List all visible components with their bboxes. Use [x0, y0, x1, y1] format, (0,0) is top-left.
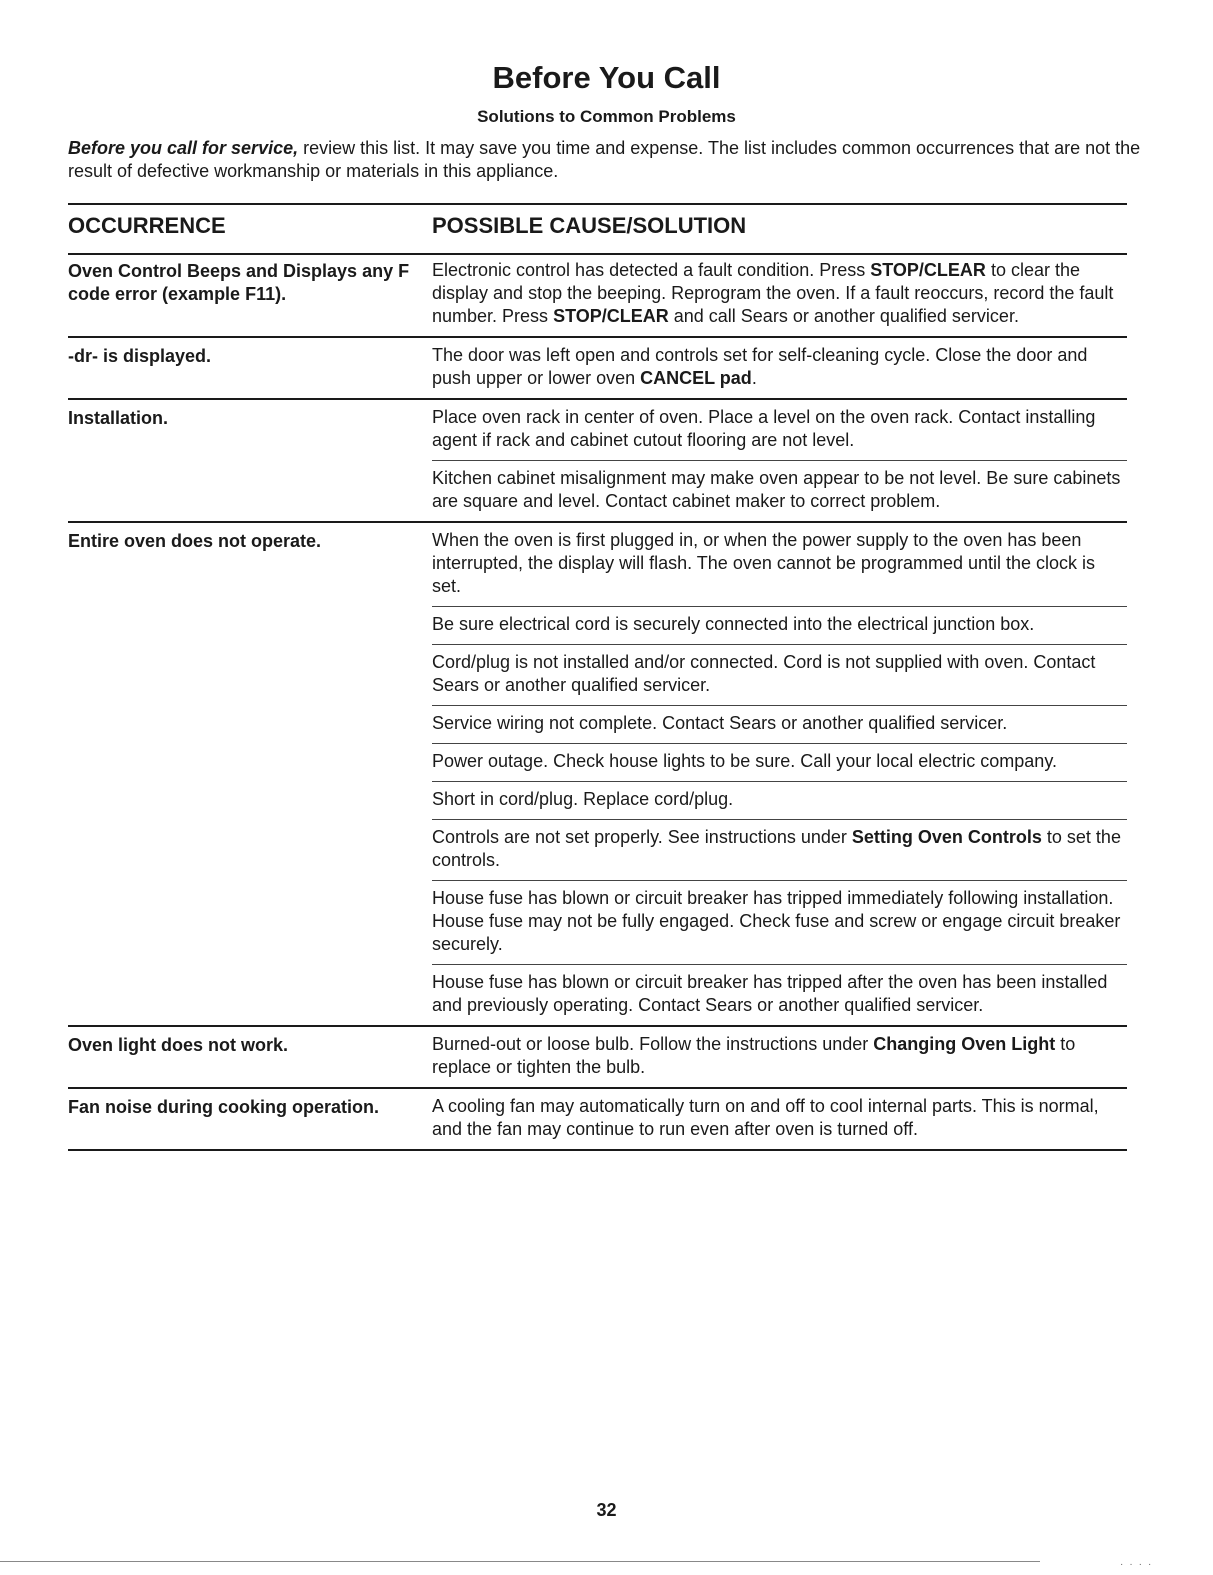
solution-text: Service wiring not complete. Contact Sears or another qualified servicer.	[432, 713, 1008, 733]
page-title: Before You Call	[492, 60, 721, 95]
solution-text: Electronic control has detected a fault condition. Press	[432, 260, 871, 280]
solution-item	[432, 705, 1127, 743]
solutions-cell	[432, 1089, 1127, 1149]
solution-text: Short in cord/plug. Replace cord/plug.	[432, 789, 734, 809]
occurrence-cell: Entire oven does not operate.	[68, 531, 322, 551]
solution-text: House fuse has blown or circuit breaker has tripped immediately following installation. House fuse may not be fully engaged. Check fuse and screw or engage circuit breaker securely.	[432, 888, 1121, 954]
solution-text: Burned-out or loose bulb. Follow the instructions under	[432, 1034, 874, 1054]
solution-text: to replace or tighten the bulb.	[432, 1034, 1076, 1077]
solution-item	[432, 819, 1127, 880]
solution-text: House fuse has blown or circuit breaker has tripped after the oven has been installed and previously operating. Contact Sears or another qualified servicer.	[432, 972, 1108, 1015]
table-header	[68, 203, 1127, 255]
table-row	[68, 338, 1127, 400]
solution-item	[432, 523, 1127, 606]
solution-item	[432, 743, 1127, 781]
solutions-cell	[432, 400, 1127, 521]
scan-marks: ····	[1120, 1559, 1158, 1570]
solution-text: A cooling fan may automatically turn on and off to cool internal parts. This is normal, and the fan may continue to run even after oven is turned off.	[432, 1096, 1099, 1139]
occurrence-cell: -dr- is displayed.	[68, 346, 212, 366]
solution-item	[432, 1089, 1127, 1149]
table-row	[68, 253, 1127, 338]
solution-item	[432, 338, 1127, 398]
solution-text: When the oven is first plugged in, or when the power supply to the oven has been interrupted, the display will flash. The oven cannot be programmed until the clock is set.	[432, 530, 1096, 596]
solution-item	[432, 781, 1127, 819]
solution-text: Power outage. Check house lights to be sure. Call your local electric company.	[432, 751, 1057, 771]
intro-paragraph	[68, 137, 1153, 183]
solution-emphasis: STOP/CLEAR	[870, 260, 986, 280]
occurrence-cell: Oven light does not work.	[68, 1035, 289, 1055]
solution-text: .	[751, 368, 757, 388]
solution-text: Cord/plug is not installed and/or connected. Cord is not supplied with oven. Contact Sears or another qualified servicer.	[432, 652, 1096, 695]
solution-item	[432, 253, 1127, 336]
solution-emphasis: Changing Oven Light	[873, 1034, 1056, 1054]
solution-item	[432, 880, 1127, 964]
solution-text: Kitchen cabinet misalignment may make oven appear to be not level. Be sure cabinets are square and level. Contact cabinet maker to correct problem.	[432, 468, 1121, 511]
solution-text: to clear the display and stop the beeping. Reprogram the oven. If a fault reoccurs, record the fault number. Press	[432, 260, 1114, 326]
solution-text: Be sure electrical cord is securely connected into the electrical junction box.	[432, 614, 1035, 634]
solution-text: Controls are not set properly. See instructions under	[432, 827, 852, 847]
table-row	[68, 1027, 1127, 1089]
table-row	[68, 400, 1127, 523]
column-header-solution: POSSIBLE CAUSE/SOLUTION	[432, 213, 747, 238]
solution-text: Place oven rack in center of oven. Place a level on the oven rack. Contact installing agent if rack and cabinet cutout flooring are not level.	[432, 407, 1096, 450]
solutions-cell	[432, 1027, 1127, 1087]
solution-emphasis: STOP/CLEAR	[553, 306, 669, 326]
page-number: 32	[596, 1500, 617, 1520]
solution-emphasis: CANCEL pad	[640, 368, 752, 388]
table-row	[68, 1089, 1127, 1151]
solution-text: The door was left open and controls set for self-cleaning cycle. Close the door and push upper or lower oven	[432, 345, 1088, 388]
page-subtitle: Solutions to Common Problems	[477, 107, 736, 126]
solution-item	[432, 460, 1127, 521]
solution-text: and call Sears or another qualified servicer.	[668, 306, 1019, 326]
column-header-occurrence: OCCURRENCE	[68, 213, 226, 238]
troubleshooting-table	[68, 253, 1127, 1151]
solution-text: to set the controls.	[432, 827, 1121, 870]
solution-item	[432, 964, 1127, 1025]
solution-item	[432, 400, 1127, 460]
solution-item	[432, 644, 1127, 705]
solution-item	[432, 606, 1127, 644]
occurrence-cell: Installation.	[68, 408, 169, 428]
occurrence-cell: Oven Control Beeps and Displays any F code error (example F11).	[68, 261, 410, 304]
solution-emphasis: Setting Oven Controls	[851, 827, 1042, 847]
bottom-rule	[0, 1561, 1040, 1562]
intro-text: review this list. It may save you time and expense. The list includes common occurrences that are not the result of defective workmanship or materials in this appliance.	[68, 138, 1141, 181]
solutions-cell	[432, 253, 1127, 336]
solutions-cell	[432, 523, 1127, 1025]
solution-item	[432, 1027, 1127, 1087]
solutions-cell	[432, 338, 1127, 398]
occurrence-cell: Fan noise during cooking operation.	[68, 1097, 380, 1117]
intro-lead: Before you call for service,	[68, 138, 299, 158]
table-row	[68, 523, 1127, 1027]
